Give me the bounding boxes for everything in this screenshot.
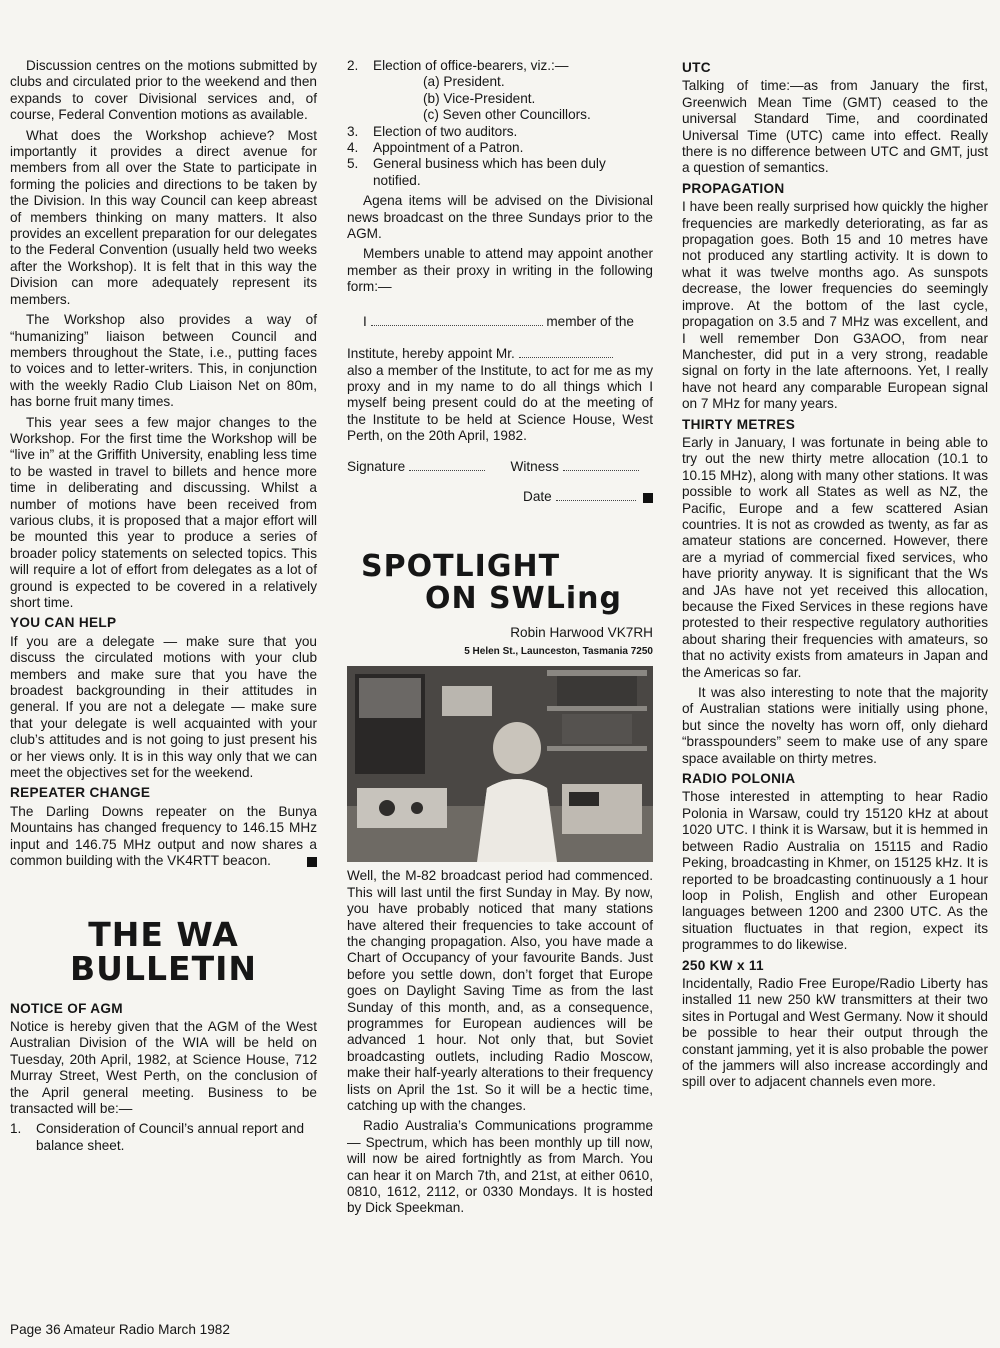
- item-number: 5.: [347, 156, 359, 172]
- end-mark-icon: [643, 493, 653, 503]
- list-item: [347, 58, 653, 124]
- paragraph: Radio Australia’s Communications programme — Spectrum, which has been monthly up till now, will now be aired fortnightly as from March. You can hear it on March 7th, and 21st, at either 0610, 0810, 1612, 2112, or 0330 Mondays. It is hosted by Dick Speekman.: [347, 1118, 653, 1216]
- sub-item: (a) President.: [423, 74, 505, 90]
- paragraph: Notice is hereby given that the AGM of the West Australian Division of the WIA will be held on Tuesday, 20th April, 1982, at Science House, 712 Murray Street, West Perth, on the conclusion of the April general meeting. Business to be transacted will be:—: [10, 1018, 317, 1116]
- end-mark-icon: [307, 857, 317, 867]
- heading-thirty-metres: THIRTY METRES: [682, 416, 796, 432]
- paragraph: Talking of time:—as from January the first, Greenwich Mean Time (GMT) ceased to the universal Standard Time, and coordinated Universal Time (UTC) came into effect. Really there is no difference between UTC and GMT, just a question of semantics.: [682, 78, 988, 176]
- item-text: Consideration of Council’s annual report and balance sheet.: [36, 1121, 305, 1153]
- paragraph: The Workshop also provides a way of “humanizing” liaison between Council and members throughout the State, i.e., putting faces to voices and to letter-writers. This, in conjunction with the weekly Radio Club Liaison Net on 80m, has borne fruit many times.: [10, 312, 317, 410]
- radio-shack-photo-icon: [347, 666, 653, 862]
- paragraph: This year sees a few major changes to the Workshop. For the first time the Workshop will be “live in” at the Griffith University, enabling less time to be wasted in travel to billets and hence more time in deliberating and discussing. Whilst a number of motions have been received from various clubs, it is proposed that a major effort will be mounted this year to produce a series of broader policy statements on selected topics. This will require a lot of effort from delegates as a lot of ground is expected to be covered in a relatively short time.: [10, 414, 317, 610]
- column-right: [682, 58, 988, 1095]
- paragraph: Well, the M-82 broadcast period had commenced. This will last until the first Sunday in May. By now, you have probably noticed that many stations have altered their frequencies to take account of the changing propagation. Also, you have made a Chart of Occupancy of your favourite Bands. Just before you settle down, don’t forget that Europe goes on Daylight Saving Time as from the last Sunday of this month, and, as a consequence, programmes for European audiences will be advanced 1 hour. Not only that, but Soviet broadcasting outlets, including Radio Moscow, make their half-yearly alterations to their frequency lists on April the 1st. So it will be a hectic time, catching up with the changes.: [347, 868, 653, 1114]
- blank-line: [409, 459, 485, 471]
- paragraph: Discussion centres on the motions submitted by clubs and circulated prior to the weekend and then expands to cover Divisional services and, of course, Federal Convention motions as available.: [10, 58, 317, 123]
- paragraph: I have been really surprised how quickly the higher frequencies are markedly deteriorating, as far as propagation goes. Both 15 and 10 metres have not produced any startling activity. It is down to what it was twelve months ago. As sunspots decrease, the lower frequencies do seemingly improve. At the bottom of the last cycle, propagation on 3.5 and 7 MHz was excellent, and I well remember Don G3AOO, from near Manchester, did put in a very strong, readable signal on forty in the late afternoons. Yet, I really have not heard any comparable European signal on 7 MHz for many years.: [682, 199, 988, 412]
- blank-line: [556, 489, 636, 501]
- agm-agenda-list-continued: [347, 58, 653, 189]
- item-number: 1.: [10, 1121, 22, 1137]
- paragraph-text: The Darling Downs repeater on the Bunya Mountains has changed frequency to 146.15 MHz input and 146.75 MHz output and now shares a common building with the VK4RTT beacon.: [10, 803, 317, 869]
- form-member: member of the: [546, 313, 634, 329]
- list-item: [347, 124, 653, 140]
- heading-you-can-help: YOU CAN HELP: [10, 615, 117, 631]
- blank-line: [519, 346, 613, 358]
- heading-radio-polonia: RADIO POLONIA: [682, 771, 796, 787]
- item-text: Appointment of a Patron.: [373, 140, 524, 156]
- paragraph: Early in January, I was fortunate in being able to try out the new thirty metre allocation (10.1 to 10.15 MHz), along with many other stations. It was possible to work all States as well as NZ, the Pacific, Europe and a few scattered Asian countries. It is not as crowded as twenty, as far as amateur stations are concerned. However, there are a myriad of commercial fixed services, who have priority anyway. It is significant that the Ws and JAs have not yet received this allocation, because the Fixed Services in these regions have protested to their respective regulatory authorities about sharing their frequencies with amateurs, so that no activity exists from amateurs in Japan and the Americas so far.: [682, 434, 988, 680]
- paragraph: What does the Workshop achieve? Most importantly it provides a direct avenue for members from all over the State to participate in forming the policies and directions to be taken by the Division. In this way Council can keep abreast of members thinking on many matters. It also provides an excellent preparation for our delegates to the Federal Convention (usually held two weeks after the Workshop). It is felt that in this way the Division can more adequately represent its members.: [10, 127, 317, 307]
- list-item: [347, 156, 653, 189]
- agm-agenda-list: [10, 1121, 317, 1154]
- spotlight-title: [347, 548, 653, 616]
- author-address: 5 Helen St., Launceston, Tasmania 7250: [464, 645, 653, 657]
- operator-photo: [347, 666, 653, 862]
- date-label: Date: [523, 488, 552, 504]
- blank-line: [371, 314, 543, 326]
- wa-bulletin-title: [10, 914, 317, 988]
- blank-line: [563, 459, 639, 471]
- list-item: [347, 140, 653, 156]
- proxy-form-line: [347, 314, 653, 330]
- title-line-2: BULLETIN: [70, 948, 257, 988]
- paragraph: It was also interesting to note that the majority of Australian stations were initially using phone, but since the novelty has worn off, only diehard “brasspounders” seem to make use of any spare space available on thirty metres.: [682, 685, 988, 766]
- paragraph: Those interested in attempting to hear Radio Polonia in Warsaw, could try 15120 kHz at about 1020 UTC. I think it is Warsaw, but it is hemmed in between Radio Australia on 15115 and Radio Peking, broadcasting in Khmer, on 15125 kHz. It is reported to be broadcasting continuously a 1 hour loop in Polish, English and other European languages between 1200 and 2300 UTC. As the situation fluctuates in that region, expect its programmes to do likewise.: [682, 789, 988, 953]
- signature-line: [347, 459, 653, 479]
- form-text: Institute, hereby appoint Mr.: [347, 346, 515, 362]
- heading-250kw: 250 KW x 11: [682, 957, 764, 973]
- item-text: General business which has been duly notified.: [373, 156, 606, 188]
- sub-list: [373, 74, 653, 123]
- proxy-form-text: also a member of the Institute, to act for me as my proxy and in my name to do all things which I myself being present could do at the meeting of the Institute to be held at Science House, West Perth, on the 20th April, 1982.: [347, 362, 653, 444]
- column-left: [10, 58, 317, 1158]
- heading-propagation: PROPAGATION: [682, 180, 785, 196]
- author-name: Robin Harwood VK7RH: [510, 624, 653, 640]
- list-item: [10, 1121, 317, 1154]
- title-line-2: ON SWLing: [425, 580, 622, 616]
- heading-repeater-change: REPEATER CHANGE: [10, 785, 151, 801]
- column-middle: [347, 58, 653, 1221]
- sub-item: (c) Seven other Councillors.: [423, 107, 591, 123]
- paragraph: Incidentally, Radio Free Europe/Radio Liberty has installed 11 new 250 kW transmitters at their two sites in Portugal and West Germany. Now it should be possible to hear their output through the constant jamming, yet it is also probable the power of the jammers will also increase accordingly and spill over to adjacent channels even more.: [682, 975, 988, 1090]
- item-text: Election of two auditors.: [373, 123, 518, 139]
- witness-label: Witness: [510, 458, 559, 474]
- paragraph: Agena items will be advised on the Divisional news broadcast on the three Sundays prior to the AGM.: [347, 193, 653, 242]
- proxy-form-line: [347, 346, 653, 362]
- item-text: Election of office-bearers, viz.:—: [373, 58, 569, 73]
- title-line-1: SPOTLIGHT: [361, 548, 561, 584]
- item-number: 2.: [347, 58, 359, 73]
- form-i: I: [363, 313, 367, 329]
- paragraph: Members unable to attend may appoint another member as their proxy in writing in the following form:—: [347, 246, 653, 295]
- sub-item: (b) Vice-President.: [423, 90, 536, 106]
- date-line: [347, 489, 653, 509]
- title-line-1: THE WA: [88, 914, 239, 954]
- paragraph: If you are a delegate — make sure that you discuss the circulated motions with your club members and make sure that you have the broadest backgrounding in their attitudes in general. If you are not a delegate — make sure that your delegate is well acquainted with your club’s attitudes and is not going to just present his or her views only. It is in this way only that we can meet the objectives set for the weekend.: [10, 633, 317, 781]
- page-footer: Page 36 Amateur Radio March 1982: [10, 1322, 230, 1337]
- item-number: 3.: [347, 123, 359, 139]
- paragraph-repeater: [10, 804, 317, 870]
- heading-utc: UTC: [682, 60, 711, 75]
- heading-notice-of-agm: NOTICE OF AGM: [10, 1000, 123, 1016]
- item-number: 4.: [347, 140, 359, 156]
- signature-label: Signature: [347, 458, 406, 474]
